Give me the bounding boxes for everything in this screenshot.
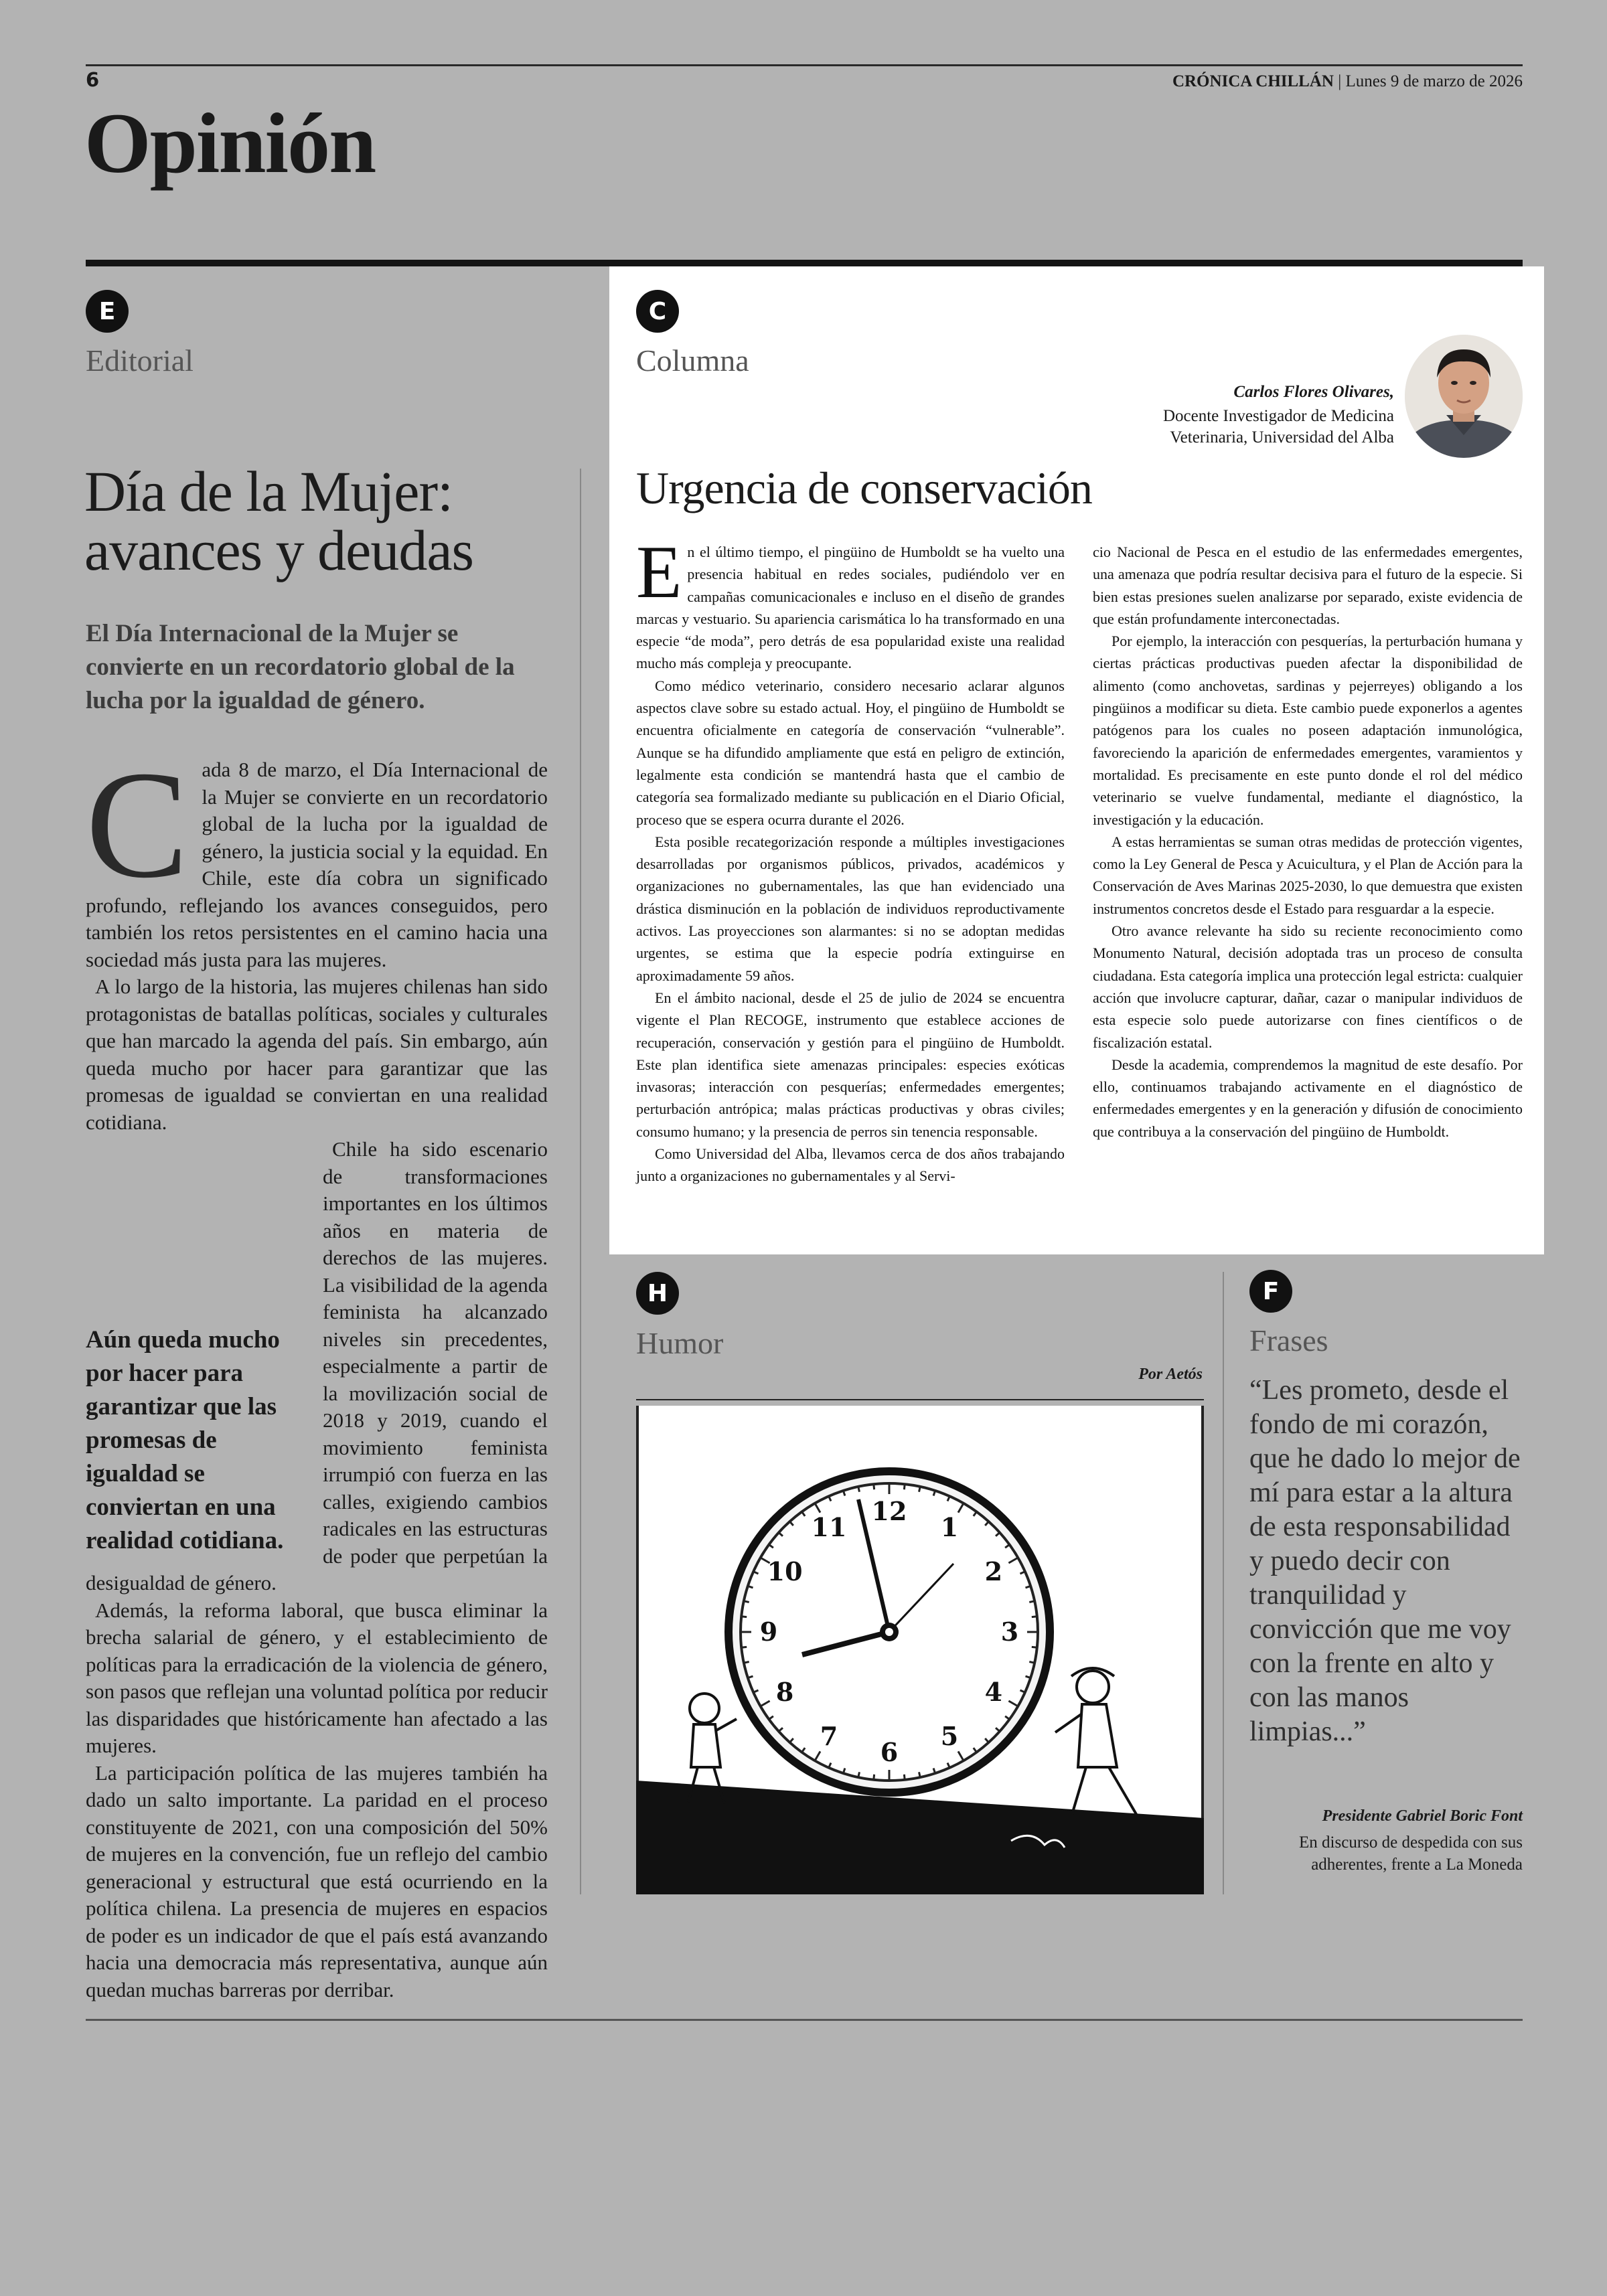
author-photo (1405, 335, 1523, 458)
editorial-paragraph: A lo largo de la historia, las mujeres chilenas han sido protagonistas de batallas políticas, sociales y culturales que han marcado la agenda del país. Sin embargo, aún queda mucho por hacer para garantizar que las promesas de igualdad se conviertan en una realidad cotidiana. (86, 975, 548, 1134)
editorial-body (86, 739, 548, 2003)
column-paragraph: Como Universidad del Alba, llevamos cerca de dos años trabajando junto a organizaciones no gubernamentales y al Servi- (636, 1145, 1065, 1185)
clock-numeral: 12 (871, 1496, 907, 1526)
column-badge: C (636, 290, 679, 333)
author-role: Docente Investigador de Medicina Veterinaria, Universidad del Alba (1162, 407, 1394, 446)
clock-numeral: 7 (820, 1720, 838, 1751)
pull-quote: Aún queda mucho por hacer para garantizar que las promesas de igualdad se conviertan en una realidad cotidiana. (86, 1326, 284, 1554)
clock-numeral: 3 (1000, 1617, 1019, 1647)
clock-tick (744, 1662, 749, 1663)
page-number: 6 (86, 68, 100, 91)
headline-line: avances y deudas (84, 518, 473, 582)
clock-numeral: 5 (940, 1720, 959, 1751)
clock-numeral: 8 (775, 1677, 794, 1707)
editorial-lede: El Día Internacional de la Mujer se convierte en un recordatorio global de la lucha por la igualdad de género. (86, 620, 515, 714)
frases-badge: F (1249, 1270, 1292, 1313)
clock-numeral: 11 (811, 1512, 847, 1543)
section-title: Opinión (84, 96, 376, 191)
drop-cap: E (636, 531, 682, 614)
column-headline: Urgencia de conservación (636, 463, 1092, 513)
humor-badge: H (636, 1272, 679, 1315)
clock-tick (1029, 1601, 1035, 1603)
column-paragraph: Desde la academia, comprendemos la magnitud de este desafío. Por ello, continuamos trabajando activamente en el diagnóstico de enfermedades emergentes y en la generación y difusión de conocimiento que contribuya a la conservación del pingüino de Humboldt. (1093, 1056, 1523, 1140)
humor-frases-divider (1223, 1272, 1224, 1894)
clock-tick (919, 1772, 921, 1777)
column-paragraph: Por ejemplo, la interacción con pesquerías, la perturbación humana y ciertas prácticas productivas pueden afectar la disponibilidad de alimento (como anchovetas, sardinas y pejerreyes) obligando a los pingüinos a modificar su dieta. Este cambio puede exponerlos a agentes patógenos para los cuales no poseen adaptación inmunológica, favoreciendo la aparición de enfermedades emergentes, varamientos y mortalidad. Es precisamente en este punto donde el rol del médico veterinario se vuelve fundamental, mediante el diagnóstico, la investigación y la educación. (1093, 633, 1523, 828)
clock-numeral: 1 (940, 1512, 959, 1543)
clock-tick (744, 1601, 749, 1603)
section-rule (86, 260, 1523, 266)
quote-context: En discurso de despedida con sus adherentes, frente a La Moneda (1299, 1833, 1523, 1874)
clock-tick (904, 1775, 905, 1780)
clock-numeral: 10 (767, 1556, 803, 1586)
frases-label: Frases (1249, 1323, 1328, 1358)
quote-text: “Les prometo, desde el fondo de mi corazón, que he dado lo mejor de mí para estar a la altura de esta responsabilidad y puedo decir con tranquilidad y convicción que me voy con la frente en alto y con las manos limpias...” (1249, 1375, 1521, 1747)
editorial-paragraph: Chile ha sido escenario de transformaciones importantes en los últimos años en materia de derechos de las mujeres. La visibilidad de la agenda feminista ha alcanzado niveles sin precedentes, especialmente a partir de la movilización social de 2018 y 2019, cuando el movimiento feminista irrumpió con fuerza en las calles, exigiendo cambios radicales en las estructuras de poder que perpetúan la desigualdad de género. (86, 1137, 548, 1594)
column-paragraph: Esta posible recategorización responde a múltiples investigaciones desarrolladas por organismos públicos, privados, académicos y organizaciones no gubernamentales, las que han evidenciado una drástica disminución en la población de individuos reproductivamente activos. Las proyecciones son alarmantes: si no se adoptan medidas urgentes, se estima que la especie podría extinguirse en aproximadamente 59 años. (636, 833, 1065, 984)
clock-numeral: 6 (880, 1737, 899, 1767)
editorial-paragraph: La participación política de las mujeres también ha dado un salto importante. La paridad en el proceso constituyente de 2021, con una composición del 50% de mujeres en la convención, fue un reflejo del cambio generacional y estructural que está ocurriendo en la política chilena. La presencia de mujeres en espacios de poder es un indicador de que el país está avanzando hacia una democracia más representativa, aunque aún quedan muchas barreras por derribar. (86, 1760, 548, 2001)
column-paragraph: n el último tiempo, el pingüino de Humboldt se ha vuelto una presencia habitual en redes sociales, pudiéndolo ver en campañas comunicacionales e incluso en el diseño de grandes marcas y vestuario. Su apariencia carismática lo ha transformado en una especie “de moda”, pero detrás de esa popularidad existe una realidad mucho más compleja y preocupante. (636, 544, 1065, 672)
cartoon-top-rule (636, 1399, 1204, 1400)
editorial-paragraph: Además, la reforma laboral, que busca eliminar la brecha salarial de género, y el establecimiento de políticas para la erradicación de la violencia de género, son pasos que reflejan una voluntad política por reducir las disparidades que históricamente han afectado a las mujeres. (86, 1598, 548, 1757)
column-label: Columna (636, 343, 749, 378)
masthead-separator: | (1338, 72, 1342, 90)
bottom-rule (86, 2019, 1523, 2021)
clock-tick (1029, 1662, 1035, 1663)
cartoon-byline: Por Aetós (1138, 1366, 1203, 1383)
clock-tick (858, 1487, 860, 1492)
drop-cap: C (86, 739, 189, 910)
edition-date: Lunes 9 de marzo de 2026 (1345, 72, 1523, 90)
author-name: Carlos Flores Olivares, (1233, 383, 1394, 401)
masthead (1172, 72, 1523, 91)
column-paragraph: En el ámbito nacional, desde el 25 de julio de 2024 se encuentra vigente el Plan RECOGE, instrumento que establece acciones de recuperación, conservación y gestión para el pingüino de Humboldt. Este plan identifica siete amenazas principales: especies exóticas invasoras; interacción con pesquerías; enfermedades emergentes; perturbación antrópica; malas prácticas productivas y obras civiles; consumo humano; y la presencia de perros sin tenencia responsable. (636, 989, 1065, 1140)
column-body-right (1093, 541, 1523, 1143)
clock-numeral: 4 (984, 1677, 1003, 1707)
cartoon-image (636, 1406, 1204, 1894)
clock-numeral: 9 (759, 1617, 778, 1647)
humor-label: Humor (636, 1326, 724, 1360)
clock-tick (919, 1487, 921, 1492)
column-paragraph: A estas herramientas se suman otras medidas de protección vigentes, como la Ley General de Pesca y Acuicultura, y el Plan de Acción para la Conservación de Aves Marinas 2025-2030, lo que demuestra que existen instrumentos concretos desde el Estado para resguardar a la especie. (1093, 833, 1523, 917)
headline-line: Día de la Mujer: (84, 459, 453, 523)
clock-tick (858, 1772, 860, 1777)
editorial-headline (84, 459, 580, 582)
column-body-left (636, 531, 1065, 1187)
top-rule (86, 64, 1523, 66)
editorial-label: Editorial (86, 343, 194, 378)
column-paragraph: Otro avance relevante ha sido su reciente reconocimiento como Monumento Natural, decisión adoptada tras un proceso de consulta ciudadana. Esta categoría implica una protección legal estricta: cualquier acción que involucre capturar, dañar, cazar o manipular individuos de esta especie solo puede autorizarse con fines científicos o de fiscalización estatal. (1093, 922, 1523, 1051)
editorial-paragraph: ada 8 de marzo, el Día Internacional de la Mujer se convierte en un recordatorio global de la lucha por la igualdad de género, la justicia social y la equidad. En Chile, este día cobra un significado profundo, reflejando los avances conseguidos, pero también los retos persistentes en el camino hacia una sociedad más justa para las mujeres. (86, 758, 548, 971)
quote-author: Presidente Gabriel Boric Font (1322, 1807, 1523, 1825)
column-paragraph: cio Nacional de Pesca en el estudio de las enfermedades emergentes, una amenaza que podría resultar decisiva para el futuro de la especie. Si bien estas presiones suelen analizarse por separado, existe evidencia de que están profundamente interconectadas. (1093, 544, 1523, 627)
clock-numeral: 2 (984, 1556, 1003, 1586)
column-paragraph: Como médico veterinario, considero necesario aclarar algunos aspectos clave sobre su estado actual. Hoy, el pingüino de Humboldt se encuentra oficialmente en categoría de conservación “vulnerable”. Aunque se ha difundido ampliamente que está en peligro de extinción, legalmente esta condición se mantendrá hasta que el cambio de categoría sea formalizado mediante su publicación en el Diario Oficial, proceso que se espera ocurra durante el 2026. (636, 677, 1065, 828)
column-divider (580, 469, 581, 1894)
editorial-badge: E (86, 290, 129, 333)
clock-tick (904, 1484, 905, 1489)
newspaper-name: CRÓNICA CHILLÁN (1172, 72, 1334, 90)
